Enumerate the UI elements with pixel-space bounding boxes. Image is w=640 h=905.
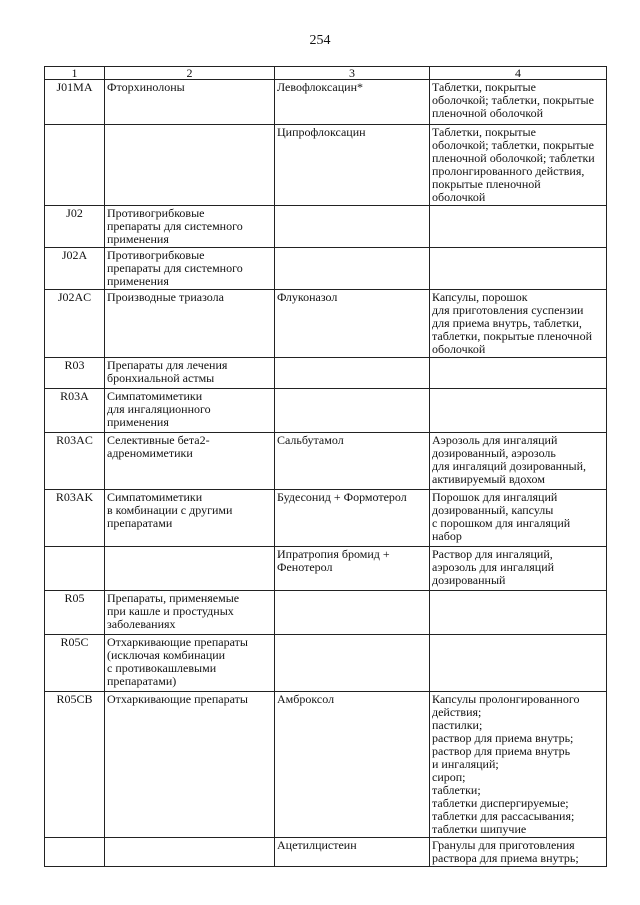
code-text: J02AC — [57, 290, 92, 304]
cell-drug-name — [275, 692, 430, 838]
table-body — [45, 80, 607, 867]
group-name-text: Препараты, применяемые при кашле и простудных заболеваниях — [107, 591, 240, 631]
table-row — [45, 591, 607, 635]
group-name-text: Противогрибковые препараты для системного применения — [107, 248, 243, 288]
group-name-text: Симпатомиметики для ингаляционного применения — [107, 389, 211, 429]
table-row — [45, 635, 607, 692]
header-col-4: 4 — [430, 67, 607, 80]
drug-name-text: Амброксол — [277, 692, 335, 706]
header-col-3: 3 — [275, 67, 430, 80]
table-row — [45, 80, 607, 125]
dosage-form-text: Таблетки, покрытые оболочкой; таблетки, покрытые пленочной оболочкой — [432, 80, 594, 120]
drug-name-text: Ацетилцистеин — [277, 838, 357, 852]
cell-group-name — [105, 838, 275, 867]
cell-drug-name — [275, 389, 430, 433]
cell-drug-name — [275, 547, 430, 591]
cell-drug-name — [275, 80, 430, 125]
cell-drug-name — [275, 125, 430, 206]
drug-name-text: Будесонид + Формотерол — [277, 490, 407, 504]
table-row — [45, 248, 607, 290]
cell-dosage-form — [430, 389, 607, 433]
table-row — [45, 125, 607, 206]
group-name-text: Производные триазола — [107, 290, 224, 304]
cell-dosage-form — [430, 358, 607, 389]
header-row — [45, 67, 607, 80]
cell-code — [45, 490, 105, 547]
cell-group-name — [105, 358, 275, 389]
cell-group-name — [105, 389, 275, 433]
cell-drug-name — [275, 490, 430, 547]
cell-group-name — [105, 80, 275, 125]
code-text: R03A — [60, 389, 89, 403]
cell-drug-name — [275, 290, 430, 358]
cell-group-name — [105, 206, 275, 248]
page-number: 254 — [309, 33, 331, 48]
cell-dosage-form — [430, 635, 607, 692]
cell-code — [45, 635, 105, 692]
cell-dosage-form — [430, 838, 607, 867]
cell-dosage-form — [430, 125, 607, 206]
dosage-form-text: Капсулы, порошок для приготовления суспензии для приема внутрь, таблетки, таблетки, покрытые пленочной оболочкой — [432, 290, 593, 356]
cell-group-name — [105, 635, 275, 692]
code-text: R05CB — [56, 692, 93, 706]
cell-group-name — [105, 290, 275, 358]
drug-name-text: Ципрофлоксацин — [277, 125, 366, 139]
group-name-text: Отхаркивающие препараты — [107, 692, 248, 706]
dosage-form-text: Гранулы для приготовления раствора для приема внутрь; — [432, 838, 579, 865]
table-row — [45, 358, 607, 389]
group-name-text: Противогрибковые препараты для системного применения — [107, 206, 243, 246]
header-col-2: 2 — [105, 67, 275, 80]
cell-dosage-form — [430, 248, 607, 290]
table-row — [45, 490, 607, 547]
cell-drug-name — [275, 206, 430, 248]
cell-code — [45, 838, 105, 867]
cell-dosage-form — [430, 80, 607, 125]
cell-code — [45, 125, 105, 206]
cell-code — [45, 80, 105, 125]
cell-code — [45, 290, 105, 358]
drug-name-text: Ипратропия бромид + Фенотерол — [277, 547, 390, 574]
group-name-text: Фторхинолоны — [107, 80, 185, 94]
code-text: R05 — [64, 591, 85, 605]
cell-code — [45, 248, 105, 290]
cell-drug-name — [275, 838, 430, 867]
cell-code — [45, 206, 105, 248]
group-name-text: Селективные бета2- адреномиметики — [107, 433, 210, 460]
group-name-text: Препараты для лечения бронхиальной астмы — [107, 358, 228, 385]
cell-dosage-form — [430, 692, 607, 838]
cell-dosage-form — [430, 490, 607, 547]
cell-group-name — [105, 125, 275, 206]
table-row — [45, 692, 607, 838]
dosage-form-text: Капсулы пролонгированного действия; пастилки; раствор для приема внутрь; раствор для приема внутрь и ингаляций; сироп; таблетки; таблетки диспергируемые; таблетки для рассасывания; таблетки шипучие — [432, 692, 580, 836]
cell-code — [45, 389, 105, 433]
cell-code — [45, 591, 105, 635]
drug-table — [44, 66, 607, 867]
cell-dosage-form — [430, 290, 607, 358]
cell-drug-name — [275, 358, 430, 389]
code-text: R03AC — [56, 433, 93, 447]
cell-dosage-form — [430, 433, 607, 490]
drug-name-text: Левофлоксацин* — [277, 80, 364, 94]
code-text: J02A — [61, 248, 88, 262]
cell-group-name — [105, 547, 275, 591]
cell-code — [45, 692, 105, 838]
cell-dosage-form — [430, 547, 607, 591]
drug-name-text: Флуконазол — [277, 290, 338, 304]
table-row — [45, 547, 607, 591]
dosage-form-text: Таблетки, покрытые оболочкой; таблетки, покрытые пленочной оболочкой; таблетки пролонгированного действия, покрытые пленочной оболочкой — [432, 125, 595, 204]
code-text: J02 — [66, 206, 83, 220]
cell-drug-name — [275, 635, 430, 692]
cell-dosage-form — [430, 591, 607, 635]
cell-group-name — [105, 591, 275, 635]
code-text: R05C — [60, 635, 89, 649]
cell-code — [45, 547, 105, 591]
dosage-form-text: Раствор для ингаляций, аэрозоль для ингаляций дозированный — [432, 547, 555, 587]
table-row — [45, 433, 607, 490]
table-row — [45, 838, 607, 867]
table-row — [45, 290, 607, 358]
cell-drug-name — [275, 591, 430, 635]
table-row — [45, 206, 607, 248]
header-col-1: 1 — [45, 67, 105, 80]
code-text: R03 — [64, 358, 85, 372]
cell-code — [45, 433, 105, 490]
group-name-text: Симпатомиметики в комбинации с другими препаратами — [107, 490, 233, 530]
cell-drug-name — [275, 433, 430, 490]
cell-group-name — [105, 433, 275, 490]
cell-drug-name — [275, 248, 430, 290]
dosage-form-text: Порошок для ингаляций дозированный, капсулы с порошком для ингаляций набор — [432, 490, 571, 543]
cell-group-name — [105, 490, 275, 547]
code-text: R03AK — [55, 490, 94, 504]
cell-group-name — [105, 692, 275, 838]
dosage-form-text: Аэрозоль для ингаляций дозированный, аэрозоль для ингаляций дозированный, активируемый вдохом — [432, 433, 587, 486]
cell-code — [45, 358, 105, 389]
drug-name-text: Сальбутамол — [277, 433, 344, 447]
cell-group-name — [105, 248, 275, 290]
code-text: J01MA — [56, 80, 93, 94]
table-row — [45, 389, 607, 433]
cell-dosage-form — [430, 206, 607, 248]
group-name-text: Отхаркивающие препараты (исключая комбинации с противокашлевыми препаратами) — [107, 635, 248, 688]
